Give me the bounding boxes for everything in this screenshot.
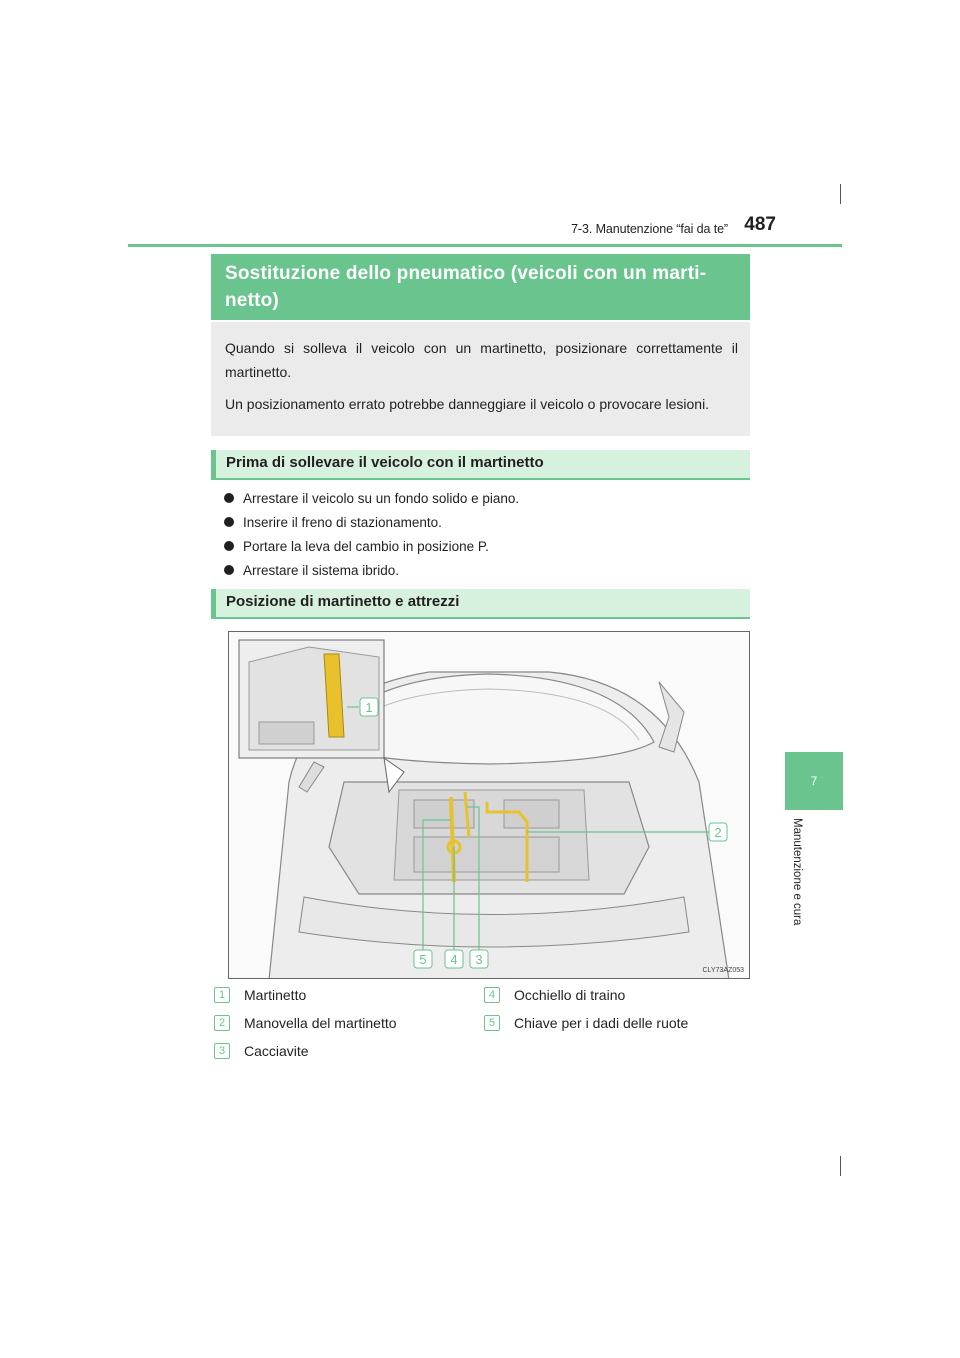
legend-item-1: 1 Martinetto <box>214 987 306 1003</box>
list-item: Arrestare il veicolo su un fondo solido e piano. <box>224 486 519 510</box>
section-title-line2: netto) <box>225 290 279 311</box>
chapter-tab-label: Manutenzione e cura <box>791 818 803 926</box>
page-number: 487 <box>744 214 776 235</box>
intro-paragraph-1: Quando si solleva il veicolo con un martinetto, posizionare correttamente il martinetto. <box>225 340 738 380</box>
bullet-icon <box>224 493 234 503</box>
legend-item-5: 5 Chiave per i dadi delle ruote <box>484 1015 688 1031</box>
list-item: Portare la leva del cambio in posizione P. <box>224 534 519 558</box>
bullet-icon <box>224 541 234 551</box>
trunk-illustration <box>228 631 750 979</box>
callout-3: 3 <box>475 952 483 967</box>
callout-2: 2 <box>714 825 722 840</box>
chapter-title: 7-3. Manutenzione “fai da te” <box>571 222 728 236</box>
figure-code: CLY73AZ053 <box>702 967 744 974</box>
legend-item-3: 3 Cacciavite <box>214 1043 309 1059</box>
callout-1: 1 <box>365 700 373 715</box>
before-lifting-list <box>224 486 519 582</box>
crop-mark-bottom <box>840 1156 841 1176</box>
legend-item-4: 4 Occhiello di traino <box>484 987 625 1003</box>
bullet-icon <box>224 565 234 575</box>
list-item: Arrestare il sistema ibrido. <box>224 558 519 582</box>
tools-position-heading: Posizione di martinetto e attrezzi <box>211 589 750 619</box>
section-title-line1: Sostituzione dello pneumatico (veicoli con un marti- <box>225 263 707 284</box>
chapter-tab: 7 <box>785 752 843 810</box>
header-rule <box>128 244 842 247</box>
intro-box <box>211 322 750 436</box>
legend-item-2: 2 Manovella del martinetto <box>214 1015 397 1031</box>
list-item: Inserire il freno di stazionamento. <box>224 510 519 534</box>
intro-paragraph-2: Un posizionamento errato potrebbe danneggiare il veicolo o provocare lesioni. <box>225 396 710 412</box>
callout-5: 5 <box>419 952 427 967</box>
bullet-icon <box>224 517 234 527</box>
callout-4: 4 <box>450 952 458 967</box>
callout-labels <box>229 632 750 979</box>
before-lifting-heading: Prima di sollevare il veicolo con il martinetto <box>211 450 750 480</box>
crop-mark-top <box>840 184 841 204</box>
section-title <box>211 254 750 320</box>
